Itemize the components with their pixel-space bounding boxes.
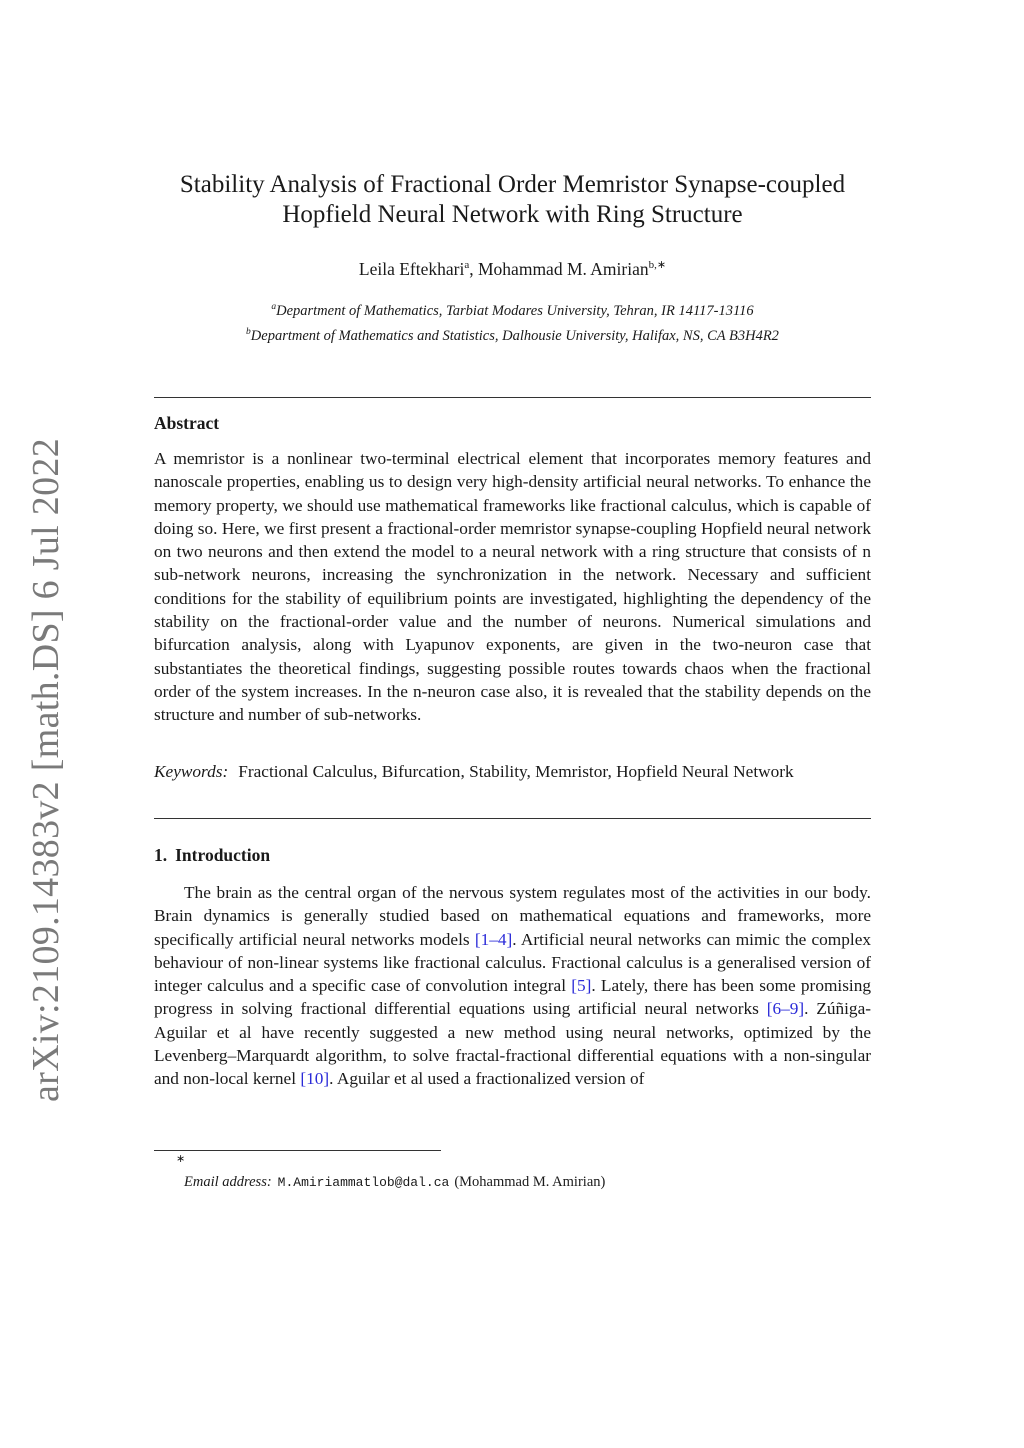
- footnote-mark: ∗: [176, 1153, 186, 1165]
- keywords: [154, 760, 871, 783]
- author-2-affiliation-mark: b,∗: [648, 259, 667, 271]
- introduction-paragraph: [154, 881, 871, 1091]
- citation-link-5[interactable]: [5]: [571, 976, 592, 996]
- intro-text-4: . Zúñiga-Aguilar et al have recently suggested a new method using neural networks, optimized by the Levenberg–Marquardt algorithm, to solve fractal-fractional differential equations with a non-singular and non-local kernel: [154, 999, 871, 1089]
- affiliation-a-mark: a: [271, 302, 277, 312]
- intro-text-2: . Artificial neural networks can mimic the complex behaviour of non-linear systems like fractional calculus. Fractional calculus is a generalised version of integer calculus and a specific case of convolution integral: [154, 929, 871, 996]
- intro-text-5: . Aguilar et al used a fractionalized version of: [329, 1069, 645, 1089]
- section-number: 1.: [154, 845, 168, 865]
- footnote: [184, 1174, 605, 1191]
- citation-link-10[interactable]: [10]: [300, 1069, 330, 1089]
- citation-link-1-4[interactable]: [1–4]: [474, 929, 513, 949]
- section-title: Introduction: [175, 845, 271, 865]
- keywords-text: Fractional Calculus, Bifurcation, Stability, Memristor, Hopfield Neural Network: [238, 762, 794, 781]
- affiliation-a: [154, 297, 871, 322]
- affiliations: [154, 297, 871, 347]
- footnote-divider: [154, 1150, 441, 1151]
- footnote-label: Email address:: [184, 1174, 272, 1190]
- author-name-2: Mohammad M. Amirian: [478, 258, 649, 279]
- footnote-email: M.Amiriammatlob@dal.ca: [277, 1175, 450, 1190]
- author-separator: ,: [469, 258, 478, 279]
- arxiv-identifier-text: arXiv:2109.14383v2 [math.DS] 6 Jul 2022: [25, 438, 67, 1102]
- keywords-label: Keywords:: [154, 762, 229, 781]
- affiliation-b: [154, 322, 871, 347]
- citation-link-6-9[interactable]: [6–9]: [766, 999, 805, 1019]
- footnote-name: (Mohammad M. Amirian): [454, 1174, 606, 1190]
- intro-text-3: . Lately, there has been some promising progress in solving fractional differential equations using artificial neural networks: [154, 976, 872, 1019]
- paper-title-line-1: Stability Analysis of Fractional Order Memristor Synapse-coupled: [179, 171, 846, 198]
- affiliation-b-mark: b: [246, 326, 251, 337]
- affiliation-b-text: Department of Mathematics and Statistics, Dalhousie University, Halifax, NS, CA B3H4R2: [250, 327, 779, 344]
- affiliation-a-text: Department of Mathematics, Tarbiat Modares University, Tehran, IR 14117-13116: [276, 302, 754, 319]
- author-1-affiliation-mark: a: [464, 259, 470, 271]
- paper-title: [154, 170, 871, 230]
- paper-title-line-2: Hopfield Neural Network with Ring Structure: [282, 201, 743, 228]
- abstract-heading: Abstract: [154, 413, 220, 433]
- author-name-1: Leila Eftekhari: [358, 258, 465, 279]
- abstract-bottom-divider: [154, 818, 871, 819]
- section-heading-introduction: [154, 845, 270, 866]
- author-list: [154, 258, 871, 280]
- abstract-body: A memristor is a nonlinear two-terminal electrical element that incorporates memory features and nanoscale properties, enabling us to design very high-density artificial neural networks. To enhance the memory property, we should use mathematical frameworks like fractional calculus, which is capable of doing so. Here, we first present a fractional-order memristor synapse-coupling Hopfield neural network on two neurons and then extend the model to a neural network with a ring structure that consists of n sub-network neurons, increasing the synchronization in the network. Necessary and sufficient conditions for the stability of equilibrium points are investigated, highlighting the dependency of the stability on the fractional-order value and the number of neurons. Numerical simulations and bifurcation analysis, along with Lyapunov exponents, are given in the two-neuron case that substantiates the theoretical findings, suggesting possible routes towards chaos when the fractional order of the system increases. In the n-neuron case also, it is revealed that the stability depends on the structure and number of sub-networks.: [154, 449, 871, 725]
- intro-text-1: The brain as the central organ of the nervous system regulates most of the activities in our body. Brain dynamics is generally studied based on mathematical equations and frameworks, more specifically artificial neural networks models: [154, 883, 871, 949]
- abstract-top-divider: [154, 397, 871, 398]
- arxiv-identifier-stamp: [14, 420, 78, 1120]
